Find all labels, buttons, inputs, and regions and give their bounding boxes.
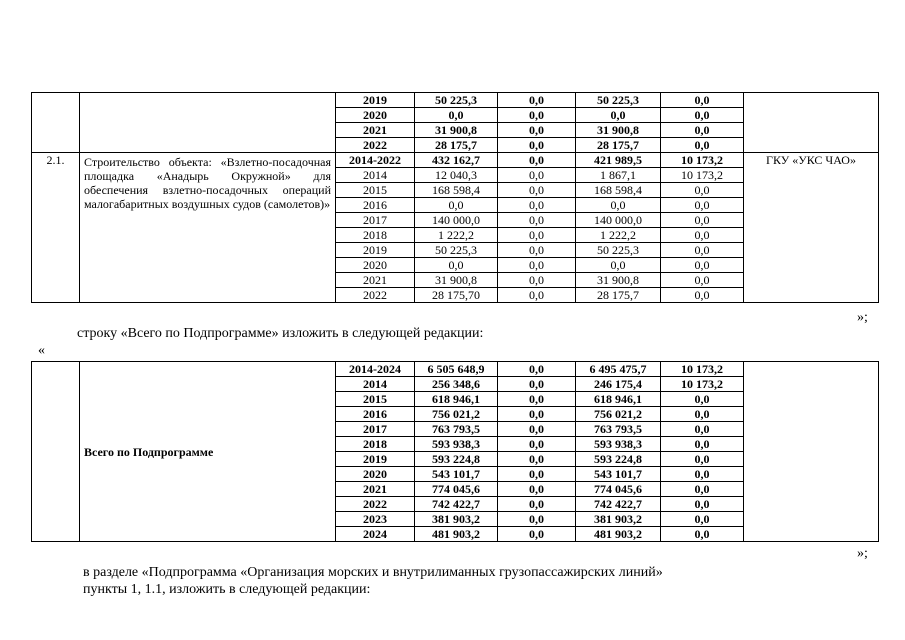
federal-budget-cell: 0,0 bbox=[498, 288, 576, 303]
regional-budget-cell: 28 175,7 bbox=[576, 138, 661, 153]
subprogram-item-table bbox=[31, 92, 879, 303]
federal-budget-cell: 0,0 bbox=[498, 527, 576, 542]
closing-quote: »; bbox=[857, 310, 868, 325]
federal-budget-cell: 0,0 bbox=[498, 467, 576, 482]
year-cell: 2021 bbox=[336, 123, 415, 138]
federal-budget-cell: 0,0 bbox=[498, 512, 576, 527]
number-cell-empty bbox=[32, 93, 80, 153]
year-cell: 2014 bbox=[336, 377, 415, 392]
federal-budget-cell: 0,0 bbox=[498, 482, 576, 497]
closing-quote: »; bbox=[857, 546, 868, 561]
total-cell: 50 225,3 bbox=[415, 243, 498, 258]
local-budget-cell: 0,0 bbox=[661, 437, 744, 452]
regional-budget-cell: 421 989,5 bbox=[576, 153, 661, 168]
year-cell: 2017 bbox=[336, 422, 415, 437]
regional-budget-cell: 28 175,7 bbox=[576, 288, 661, 303]
year-cell: 2018 bbox=[336, 437, 415, 452]
total-cell: 432 162,7 bbox=[415, 153, 498, 168]
federal-budget-cell: 0,0 bbox=[498, 377, 576, 392]
number-cell-empty bbox=[32, 362, 80, 542]
federal-budget-cell: 0,0 bbox=[498, 138, 576, 153]
year-cell: 2020 bbox=[336, 258, 415, 273]
year-cell: 2016 bbox=[336, 198, 415, 213]
local-budget-cell: 0,0 bbox=[661, 497, 744, 512]
local-budget-cell: 0,0 bbox=[661, 452, 744, 467]
total-cell: 774 045,6 bbox=[415, 482, 498, 497]
federal-budget-cell: 0,0 bbox=[498, 93, 576, 108]
total-cell: 140 000,0 bbox=[415, 213, 498, 228]
local-budget-cell: 0,0 bbox=[661, 407, 744, 422]
local-budget-cell: 0,0 bbox=[661, 213, 744, 228]
subprogram-total-table bbox=[31, 361, 879, 542]
local-budget-cell: 0,0 bbox=[661, 482, 744, 497]
subprogram-total-table-body bbox=[32, 362, 879, 542]
regional-budget-cell: 481 903,2 bbox=[576, 527, 661, 542]
regional-budget-cell: 0,0 bbox=[576, 198, 661, 213]
total-cell: 618 946,1 bbox=[415, 392, 498, 407]
regional-budget-cell: 168 598,4 bbox=[576, 183, 661, 198]
regional-budget-cell: 31 900,8 bbox=[576, 273, 661, 288]
local-budget-cell: 10 173,2 bbox=[661, 362, 744, 377]
local-budget-cell: 0,0 bbox=[661, 198, 744, 213]
year-cell: 2015 bbox=[336, 183, 415, 198]
total-cell: 0,0 bbox=[415, 198, 498, 213]
regional-budget-cell: 0,0 bbox=[576, 108, 661, 123]
total-cell: 742 422,7 bbox=[415, 497, 498, 512]
federal-budget-cell: 0,0 bbox=[498, 168, 576, 183]
total-cell: 756 021,2 bbox=[415, 407, 498, 422]
opening-quote: « bbox=[38, 343, 45, 358]
year-cell: 2017 bbox=[336, 213, 415, 228]
year-cell: 2021 bbox=[336, 273, 415, 288]
total-cell: 31 900,8 bbox=[415, 123, 498, 138]
name-cell-empty bbox=[80, 93, 336, 153]
year-cell: 2021 bbox=[336, 482, 415, 497]
federal-budget-cell: 0,0 bbox=[498, 243, 576, 258]
regional-budget-cell: 381 903,2 bbox=[576, 512, 661, 527]
local-budget-cell: 0,0 bbox=[661, 258, 744, 273]
year-cell: 2018 bbox=[336, 228, 415, 243]
federal-budget-cell: 0,0 bbox=[498, 213, 576, 228]
local-budget-cell: 0,0 bbox=[661, 467, 744, 482]
local-budget-cell: 10 173,2 bbox=[661, 377, 744, 392]
table-row bbox=[32, 362, 879, 377]
federal-budget-cell: 0,0 bbox=[498, 422, 576, 437]
local-budget-cell: 0,0 bbox=[661, 273, 744, 288]
table-row bbox=[32, 93, 879, 108]
regional-budget-cell: 6 495 475,7 bbox=[576, 362, 661, 377]
federal-budget-cell: 0,0 bbox=[498, 362, 576, 377]
total-cell: 1 222,2 bbox=[415, 228, 498, 243]
regional-budget-cell: 246 175,4 bbox=[576, 377, 661, 392]
section-paragraph-line: в разделе «Подпрограмма «Организация морских и внутрилиманных грузопассажирских линий» bbox=[83, 565, 663, 580]
local-budget-cell: 0,0 bbox=[661, 288, 744, 303]
year-cell: 2020 bbox=[336, 108, 415, 123]
federal-budget-cell: 0,0 bbox=[498, 437, 576, 452]
table-row bbox=[32, 153, 879, 168]
regional-budget-cell: 50 225,3 bbox=[576, 243, 661, 258]
total-cell: 28 175,70 bbox=[415, 288, 498, 303]
year-cell: 2019 bbox=[336, 93, 415, 108]
year-cell: 2020 bbox=[336, 467, 415, 482]
item-name: Строительство объекта: «Взлетно-посадочная площадка «Анадырь Окружной» для обеспечения взлетно-посадочных операций малогабаритных воздушных судов (самолетов)» bbox=[80, 153, 336, 303]
total-cell: 543 101,7 bbox=[415, 467, 498, 482]
year-cell: 2016 bbox=[336, 407, 415, 422]
total-cell: 593 938,3 bbox=[415, 437, 498, 452]
regional-budget-cell: 742 422,7 bbox=[576, 497, 661, 512]
total-cell: 6 505 648,9 bbox=[415, 362, 498, 377]
total-cell: 381 903,2 bbox=[415, 512, 498, 527]
federal-budget-cell: 0,0 bbox=[498, 183, 576, 198]
year-cell: 2014 bbox=[336, 168, 415, 183]
total-label: Всего по Подпрограмме bbox=[80, 362, 336, 542]
regional-budget-cell: 1 222,2 bbox=[576, 228, 661, 243]
year-cell: 2022 bbox=[336, 497, 415, 512]
local-budget-cell: 0,0 bbox=[661, 123, 744, 138]
regional-budget-cell: 593 938,3 bbox=[576, 437, 661, 452]
year-cell: 2019 bbox=[336, 452, 415, 467]
year-cell: 2024 bbox=[336, 527, 415, 542]
instruction-paragraph: строку «Всего по Подпрограмме» изложить в следующей редакции: bbox=[77, 326, 484, 341]
total-cell: 12 040,3 bbox=[415, 168, 498, 183]
year-cell: 2022 bbox=[336, 288, 415, 303]
federal-budget-cell: 0,0 bbox=[498, 108, 576, 123]
executor-cell-empty bbox=[744, 93, 879, 153]
federal-budget-cell: 0,0 bbox=[498, 497, 576, 512]
federal-budget-cell: 0,0 bbox=[498, 228, 576, 243]
section-paragraph-line: пункты 1, 1.1, изложить в следующей редакции: bbox=[83, 582, 371, 597]
federal-budget-cell: 0,0 bbox=[498, 123, 576, 138]
item-number: 2.1. bbox=[32, 153, 80, 303]
local-budget-cell: 0,0 bbox=[661, 527, 744, 542]
total-cell: 0,0 bbox=[415, 258, 498, 273]
regional-budget-cell: 1 867,1 bbox=[576, 168, 661, 183]
year-cell: 2014-2022 bbox=[336, 153, 415, 168]
total-cell: 28 175,7 bbox=[415, 138, 498, 153]
local-budget-cell: 0,0 bbox=[661, 183, 744, 198]
regional-budget-cell: 774 045,6 bbox=[576, 482, 661, 497]
total-cell: 256 348,6 bbox=[415, 377, 498, 392]
regional-budget-cell: 763 793,5 bbox=[576, 422, 661, 437]
year-cell: 2023 bbox=[336, 512, 415, 527]
year-cell: 2022 bbox=[336, 138, 415, 153]
regional-budget-cell: 593 224,8 bbox=[576, 452, 661, 467]
local-budget-cell: 0,0 bbox=[661, 228, 744, 243]
federal-budget-cell: 0,0 bbox=[498, 153, 576, 168]
total-cell: 50 225,3 bbox=[415, 93, 498, 108]
local-budget-cell: 10 173,2 bbox=[661, 168, 744, 183]
local-budget-cell: 0,0 bbox=[661, 392, 744, 407]
regional-budget-cell: 756 021,2 bbox=[576, 407, 661, 422]
regional-budget-cell: 50 225,3 bbox=[576, 93, 661, 108]
local-budget-cell: 0,0 bbox=[661, 243, 744, 258]
federal-budget-cell: 0,0 bbox=[498, 392, 576, 407]
total-cell: 31 900,8 bbox=[415, 273, 498, 288]
total-cell: 593 224,8 bbox=[415, 452, 498, 467]
year-cell: 2019 bbox=[336, 243, 415, 258]
local-budget-cell: 0,0 bbox=[661, 93, 744, 108]
federal-budget-cell: 0,0 bbox=[498, 258, 576, 273]
federal-budget-cell: 0,0 bbox=[498, 407, 576, 422]
total-cell: 481 903,2 bbox=[415, 527, 498, 542]
local-budget-cell: 0,0 bbox=[661, 512, 744, 527]
executor-cell-empty bbox=[744, 362, 879, 542]
federal-budget-cell: 0,0 bbox=[498, 273, 576, 288]
total-cell: 168 598,4 bbox=[415, 183, 498, 198]
local-budget-cell: 10 173,2 bbox=[661, 153, 744, 168]
federal-budget-cell: 0,0 bbox=[498, 452, 576, 467]
total-cell: 0,0 bbox=[415, 108, 498, 123]
regional-budget-cell: 543 101,7 bbox=[576, 467, 661, 482]
local-budget-cell: 0,0 bbox=[661, 108, 744, 123]
federal-budget-cell: 0,0 bbox=[498, 198, 576, 213]
local-budget-cell: 0,0 bbox=[661, 422, 744, 437]
year-cell: 2014-2024 bbox=[336, 362, 415, 377]
regional-budget-cell: 0,0 bbox=[576, 258, 661, 273]
regional-budget-cell: 31 900,8 bbox=[576, 123, 661, 138]
regional-budget-cell: 140 000,0 bbox=[576, 213, 661, 228]
subprogram-item-table-body bbox=[32, 93, 879, 303]
total-cell: 763 793,5 bbox=[415, 422, 498, 437]
year-cell: 2015 bbox=[336, 392, 415, 407]
local-budget-cell: 0,0 bbox=[661, 138, 744, 153]
regional-budget-cell: 618 946,1 bbox=[576, 392, 661, 407]
executor-name: ГКУ «УКС ЧАО» bbox=[744, 153, 879, 303]
